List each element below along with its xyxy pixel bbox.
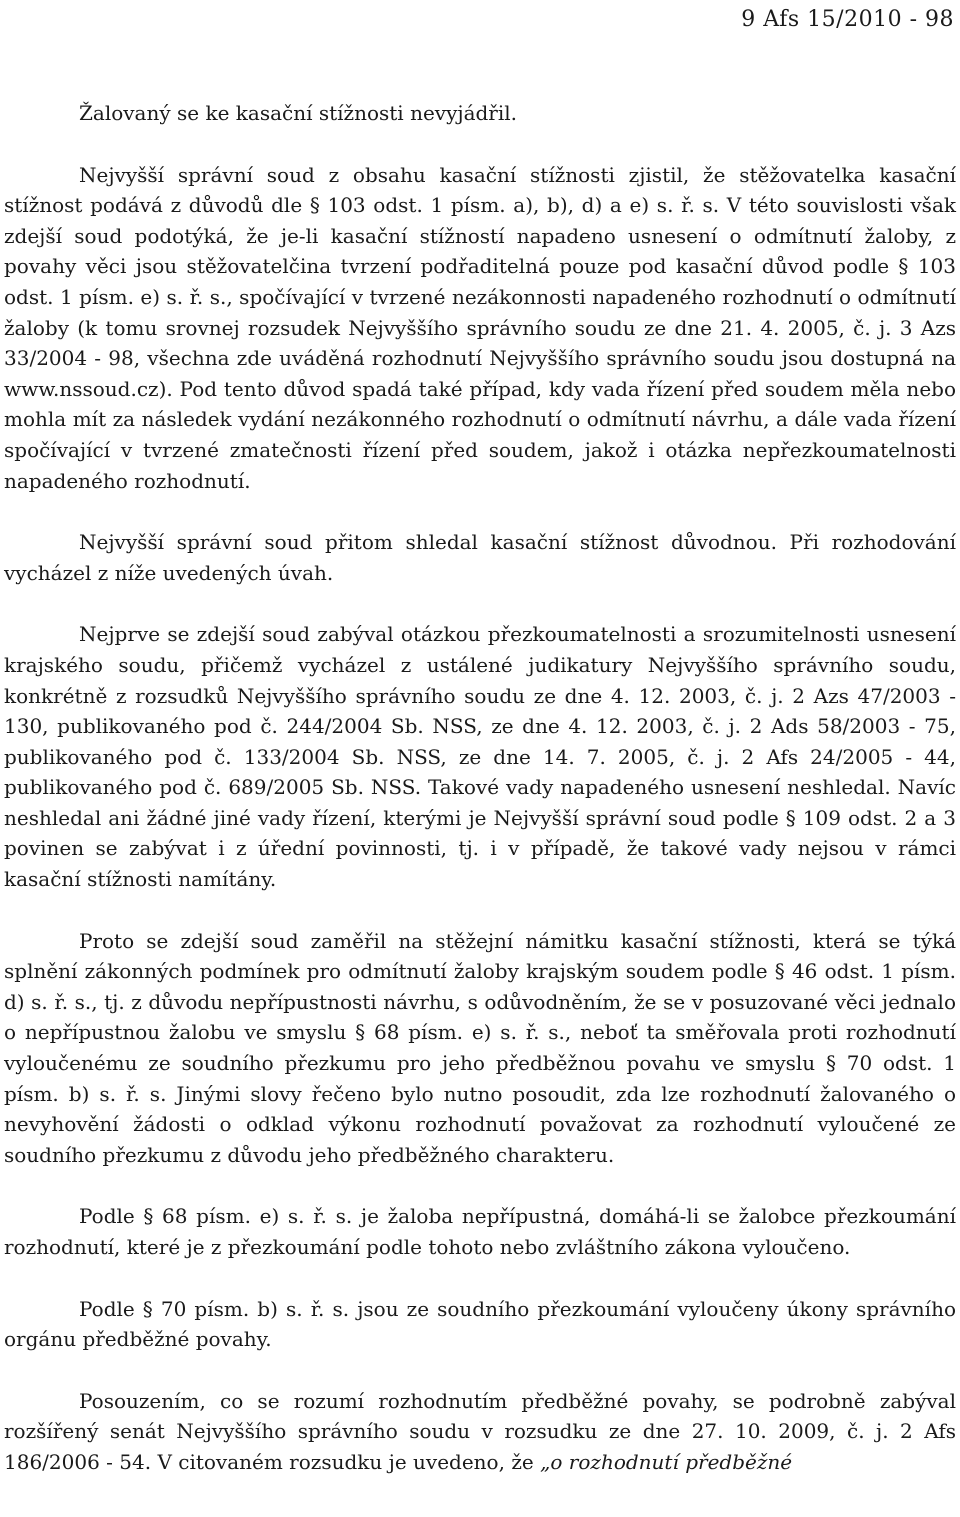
paragraph: Nejvyšší správní soud přitom shledal kasační stížnost důvodnou. Při rozhodování vycházel z níže uvedených úvah. <box>4 530 956 585</box>
paragraph: Žalovaný se ke kasační stížnosti nevyjádřil. <box>79 101 518 125</box>
paragraph-text: Posouzením, co se rozumí rozhodnutím předběžné povahy, se podrobně zabýval rozšířený senát Nejvyššího správního soudu v rozsudku ze dne 27. 10. 2009, č. j. 2 Afs 186/2006 - 54. V citovaném rozsudku je uvedeno, že <box>4 1388 956 1474</box>
paragraph: Podle § 68 písm. e) s. ř. s. je žaloba nepřípustná, domáhá-li se žalobce přezkoumání rozhodnutí, které je z přezkoumání podle tohoto nebo zvláštního zákona vyloučeno. <box>4 1204 956 1259</box>
paragraph: Proto se zdejší soud zaměřil na stěžejní námitku kasační stížnosti, která se týká splnění zákonných podmínek pro odmítnutí žaloby krajským soudem podle § 46 odst. 1 písm. d) s. ř. s., tj. z důvodu nepřípustnosti návrhu, s odůvodněním, že se v posuzované věci jednalo o nepřípustnou žalobu ve smyslu § 68 písm. e) s. ř. s., neboť ta směřovala proti rozhodnutí vyloučenému ze soudního přezkumu pro jeho předběžnou povahu ve smyslu § 70 odst. 1 písm. b) s. ř. s. Jinými slovy řečeno bylo nutno posoudit, zda lze rozhodnutí žalovaného o nevyhovění žádosti o odklad výkonu rozhodnutí považovat za rozhodnutí vyloučené ze soudního přezkumu z důvodu jeho předběžného charakteru. <box>4 928 956 1167</box>
page-header: 9 Afs 15/2010 - 98 <box>741 7 954 32</box>
paragraph: Nejprve se zdejší soud zabýval otázkou přezkoumatelnosti a srozumitelnosti usnesení krajského soudu, přičemž vycházel z ustálené judikatury Nejvyššího správního soudu, konkrétně z rozsudků Nejvyššího správního soudu ze dne 4. 12. 2003, č. j. 2 Azs 47/2003 - 130, publikovaného pod č. 244/2004 Sb. NSS, ze dne 4. 12. 2003, č. j. 2 Ads 58/2003 - 75, publikovaného pod č. 133/2004 Sb. NSS, ze dne 14. 7. 2005, č. j. 2 Afs 24/2005 - 44, publikovaného pod č. 689/2005 Sb. NSS. Takové vady napadeného usnesení neshledal. Navíc neshledal ani žádné jiné vady řízení, kterými je Nejvyšší správní soud podle § 109 odst. 2 a 3 povinen se zabývat i z úřední povinnosti, tj. i v případě, že takové vady nejsou v rámci kasační stížnosti namítány. <box>4 622 956 892</box>
paragraph: Podle § 70 písm. b) s. ř. s. jsou ze soudního přezkoumání vyloučeny úkony správního orgánu předběžné povahy. <box>4 1296 956 1352</box>
quotation-start: „o rozhodnutí předběžné <box>540 1449 793 1474</box>
paragraph <box>4 1386 956 1478</box>
document-body <box>4 98 956 1478</box>
paragraph: Nejvyšší správní soud z obsahu kasační stížnosti zjistil, že stěžovatelka kasační stížnost podává z důvodů dle § 103 odst. 1 písm. a), b), d) a e) s. ř. s. V této souvislosti však zdejší soud podotýká, že je-li kasační stížností napadeno usnesení o odmítnutí žaloby, z povahy věci jsou stěžovatelčina tvrzení podřaditelná pouze pod kasační důvod podle § 103 odst. 1 písm. e) s. ř. s., spočívající v tvrzené nezákonnosti napadeného rozhodnutí o odmítnutí žaloby (k tomu srovnej rozsudek Nejvyššího správního soudu ze dne 21. 4. 2005, č. j. 3 Azs 33/2004 - 98, všechna zde uváděná rozhodnutí Nejvyššího správního soudu jsou dostupná na www.nssoud.cz). Pod tento důvod spadá také případ, kdy vada řízení před soudem měla nebo mohla mít za následek vydání nezákonného rozhodnutí o odmítnutí návrhu, a dále vada řízení spočívající v tvrzené zmatečnosti řízení před soudem, jakož i otázka nepřezkoumatelnosti napadeného rozhodnutí. <box>4 162 956 493</box>
